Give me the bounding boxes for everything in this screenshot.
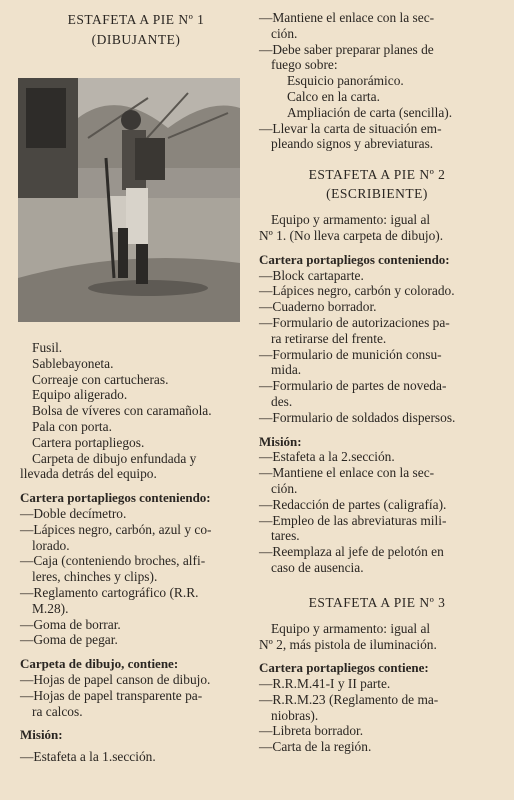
cartera-heading-2: Cartera portapliegos conteniendo: [259, 251, 450, 267]
section-title-2: ESTAFETA A PIE Nº 2 [308, 167, 446, 183]
carpeta-item: —Hojas de papel canson de dibujo. [20, 671, 211, 687]
equipo-3: Equipo y armamento: igual al [271, 620, 431, 636]
cartera-item-2: —Formulario de autorizaciones pa- [259, 314, 450, 330]
equipment-item: Correaje con cartucheras. [32, 371, 169, 387]
mision-item-2: —Reemplaza al jefe de pelotón en [259, 544, 444, 560]
mision-item-2: —Redacción de partes (caligrafía). [259, 496, 447, 512]
cartera-item-2: —Formulario de partes de noveda- [259, 378, 447, 394]
cartera-item-2: —Lápices negro, carbón y colorado. [259, 283, 455, 299]
cartera-item: M.28). [32, 600, 69, 616]
cartera-item-3: niobras). [271, 707, 319, 723]
equipment-item: Pala con porta. [32, 418, 112, 434]
top-item: ción. [271, 25, 298, 41]
equipo-2: Nº 1. (No lleva carpeta de dibujo). [259, 227, 444, 243]
top-item: Ampliación de carta (sencilla). [287, 104, 453, 120]
mision-item-2: tares. [271, 528, 300, 544]
cartera-item-2: ra retirarse del frente. [271, 330, 387, 346]
cartera-item-3: —Carta de la región. [259, 739, 372, 755]
cartera-item: —Doble decímetro. [20, 505, 127, 521]
cartera-item-3: —R.R.M.23 (Reglamento de ma- [259, 691, 439, 707]
cartera-item-2: des. [271, 393, 293, 409]
cartera-item: lorado. [32, 537, 70, 553]
top-item: Esquicio panorámico. [287, 73, 404, 89]
cartera-item: —Reglamento cartográfico (R.R. [20, 584, 199, 600]
equipment-item: Bolsa de víveres con caramañola. [32, 403, 212, 419]
equipment-item: Cartera portapliegos. [32, 434, 145, 450]
section-subtitle-1: (DIBUJANTE) [91, 32, 181, 47]
cartera-item-2: —Cuaderno borrador. [259, 299, 377, 315]
cartera-heading-3: Cartera portapliegos contiene: [259, 660, 429, 676]
cartera-item-3: —Libreta borrador. [259, 723, 364, 739]
section-title-1: ESTAFETA A PIE Nº 1 [67, 12, 205, 27]
cartera-item: —Lápices negro, carbón, azul y co- [20, 521, 212, 537]
mision-item-2: —Empleo de las abreviaturas mili- [259, 512, 447, 528]
cartera-heading: Cartera portapliegos conteniendo: [20, 490, 211, 506]
top-item: Calco en la carta. [287, 88, 380, 104]
mision-heading: Misión: [20, 727, 63, 743]
equipment-item: llevada detrás del equipo. [20, 466, 157, 482]
soldier-photo [18, 78, 240, 322]
equipment-item: Carpeta de dibujo enfundada y [32, 450, 197, 466]
mision-heading-2: Misión: [259, 433, 302, 449]
cartera-item-2: —Formulario de soldados dispersos. [259, 409, 456, 425]
cartera-item: —Goma de borrar. [20, 616, 121, 632]
section-title-3: ESTAFETA A PIE Nº 3 [308, 594, 446, 610]
cartera-item: leres, chinches y clips). [32, 569, 158, 585]
right-column [259, 10, 495, 755]
equipo-3: Nº 2, más pistola de iluminación. [259, 636, 437, 652]
top-item: —Debe saber preparar planes de [259, 41, 434, 57]
cartera-item-3: —R.R.M.41-I y II parte. [259, 676, 391, 692]
left-equipment-list [20, 340, 252, 765]
mision-item: —Estafeta a la 1.sección. [20, 749, 156, 765]
mision-item-2: ción. [271, 480, 298, 496]
carpeta-heading: Carpeta de dibujo, contiene: [20, 656, 179, 672]
section-subtitle-2: (ESCRIBIENTE) [326, 186, 428, 202]
equipo-2: Equipo y armamento: igual al [271, 212, 431, 228]
cartera-item: —Goma de pegar. [20, 632, 118, 648]
mision-item-2: —Mantiene el enlace con la sec- [259, 465, 435, 481]
carpeta-item: ra calcos. [32, 703, 83, 719]
mision-item-2: caso de ausencia. [271, 559, 364, 575]
carpeta-item: —Hojas de papel transparente pa- [20, 687, 203, 703]
cartera-item-2: —Formulario de munición consu- [259, 346, 442, 362]
cartera-item-2: mida. [271, 362, 302, 378]
top-item: —Mantiene el enlace con la sec- [259, 10, 435, 25]
mision-item-2: —Estafeta a la 2.sección. [259, 449, 395, 465]
cartera-item: —Caja (conteniendo broches, alfi- [20, 553, 206, 569]
top-item: —Llevar la carta de situación em- [259, 120, 442, 136]
equipment-item: Fusil. [32, 340, 63, 355]
top-item: pleando signos y abreviaturas. [271, 136, 434, 152]
cartera-item-2: —Block cartaparte. [259, 267, 364, 283]
top-item: fuego sobre: [271, 57, 338, 73]
equipment-item: Equipo aligerado. [32, 387, 128, 403]
equipment-item: Sablebayoneta. [32, 355, 114, 371]
